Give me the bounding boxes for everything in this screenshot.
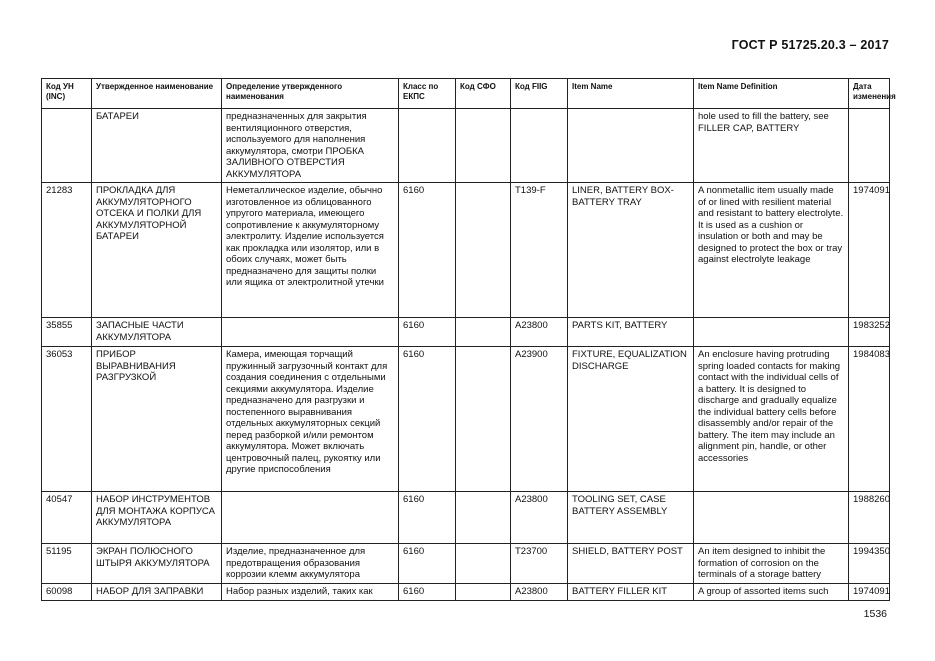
cell-definition-ru: Камера, имеющая торчащий пружинный загрузочный контакт для создания соединения с отдельными секциями аккумулятора. Изделие предназначено для разгрузки и постепенного выравнивания отдельных аккумуляторных секций перед разборкой и/или ремонтом аккумулятора. Может включать центровочный палец, рукоятку или другие приспособления [222, 347, 399, 492]
cell-inc: 36053 [42, 347, 92, 492]
table-row [42, 584, 890, 601]
cell-inc: 40547 [42, 492, 92, 544]
cell-item-definition: hole used to fill the battery, see FILLER CAP, BATTERY [694, 109, 849, 183]
cell-inc: 35855 [42, 318, 92, 347]
cell-item-definition [694, 492, 849, 544]
cell-sfo [456, 544, 511, 584]
cell-inc [42, 109, 92, 183]
cell-sfo [456, 183, 511, 318]
table-row [42, 492, 890, 544]
cell-item-definition: An item designed to inhibit the formation of corrosion on the terminals of a storage battery [694, 544, 849, 584]
cell-sfo [456, 318, 511, 347]
cell-item-name: FIXTURE, EQUALIZATION DISCHARGE [568, 347, 694, 492]
cell-name-ru: ПРОКЛАДКА ДЛЯ АККУМУЛЯТОРНОГО ОТСЕКА И ПОЛКИ ДЛЯ АККУМУЛЯТОРНОЙ БАТАРЕИ [92, 183, 222, 318]
cell-class [399, 109, 456, 183]
table-row [42, 183, 890, 318]
col-header-sfo: Код СФО [456, 79, 511, 109]
cell-class: 6160 [399, 318, 456, 347]
cell-inc: 60098 [42, 584, 92, 601]
cell-item-name: SHIELD, BATTERY POST [568, 544, 694, 584]
col-header-date: Дата изменения [849, 79, 890, 109]
cell-inc: 21283 [42, 183, 92, 318]
cell-name-ru: ПРИБОР ВЫРАВНИВАНИЯ РАЗГРУЗКОЙ [92, 347, 222, 492]
table-row [42, 318, 890, 347]
cell-fiig: A23900 [511, 347, 568, 492]
page-number: 1536 [863, 608, 887, 620]
col-header-inc: Код УН (INC) [42, 79, 92, 109]
cell-sfo [456, 109, 511, 183]
cell-item-name: BATTERY FILLER KIT [568, 584, 694, 601]
cell-definition-ru [222, 318, 399, 347]
cell-item-name: TOOLING SET, CASE BATTERY ASSEMBLY [568, 492, 694, 544]
document-header: ГОСТ Р 51725.20.3 – 2017 [731, 38, 889, 52]
cell-fiig: A23800 [511, 318, 568, 347]
table-row [42, 544, 890, 584]
cell-item-name: LINER, BATTERY BOX-BATTERY TRAY [568, 183, 694, 318]
cell-class: 6160 [399, 584, 456, 601]
cell-fiig: T23700 [511, 544, 568, 584]
cell-fiig: T139-F [511, 183, 568, 318]
cell-date: 1988260 [849, 492, 890, 544]
cell-date: 1974091 [849, 584, 890, 601]
cell-date: 1974091 [849, 183, 890, 318]
cell-class: 6160 [399, 347, 456, 492]
cell-item-definition: A group of assorted items such [694, 584, 849, 601]
cell-item-definition: A nonmetallic item usually made of or lined with resilient material and resistant to battery electrolyte. It is used as a cushion or insulation or both and may be designed to protect the box or tray against electrolyte leakage [694, 183, 849, 318]
cell-date: 1983252 [849, 318, 890, 347]
catalog-table [41, 78, 896, 601]
cell-definition-ru: Набор разных изделий, таких как [222, 584, 399, 601]
cell-definition-ru [222, 492, 399, 544]
cell-sfo [456, 584, 511, 601]
cell-date [849, 109, 890, 183]
cell-name-ru: ЭКРАН ПОЛЮСНОГО ШТЫРЯ АККУМУЛЯТОРА [92, 544, 222, 584]
cell-name-ru: БАТАРЕИ [92, 109, 222, 183]
cell-name-ru: ЗАПАСНЫЕ ЧАСТИ АККУМУЛЯТОРА [92, 318, 222, 347]
cell-definition-ru: предназначенных для закрытия вентиляционного отверстия, используемого для наполнения аккумулятора, смотри ПРОБКА ЗАЛИВНОГО ОТВЕРСТИЯ АККУМУЛЯТОРА [222, 109, 399, 183]
cell-item-definition: An enclosure having protruding spring loaded contacts for making contact with the individual cells of a battery. It is designed to discharge and gradually equalize the individual battery cells before disassembly and/or repair of the battery. The item may include an alignment pin, handle, or other accessories [694, 347, 849, 492]
cell-date: 1984083 [849, 347, 890, 492]
col-header-fiig: Код FIIG [511, 79, 568, 109]
cell-class: 6160 [399, 492, 456, 544]
cell-inc: 51195 [42, 544, 92, 584]
col-header-item-definition: Item Name Definition [694, 79, 849, 109]
cell-fiig: A23800 [511, 584, 568, 601]
cell-date: 1994350 [849, 544, 890, 584]
table-header-row [42, 79, 890, 109]
cell-fiig: A23800 [511, 492, 568, 544]
cell-item-name [568, 109, 694, 183]
cell-class: 6160 [399, 544, 456, 584]
cell-fiig [511, 109, 568, 183]
cell-definition-ru: Неметаллическое изделие, обычно изготовленное из облицованного упругого материала, имеющего сопротивление к аккумуляторному электролиту. Изделие используется как прокладка или изолятор, или в обоих случаях, может быть предназначено для защиты полки или ящика от электролитной утечки [222, 183, 399, 318]
table-row [42, 109, 890, 183]
cell-sfo [456, 347, 511, 492]
table-row [42, 347, 890, 492]
col-header-item-name: Item Name [568, 79, 694, 109]
cell-definition-ru: Изделие, предназначенное для предотвращения образования коррозии клемм аккумулятора [222, 544, 399, 584]
cell-name-ru: НАБОР ИНСТРУМЕНТОВ ДЛЯ МОНТАЖА КОРПУСА АККУМУЛЯТОРА [92, 492, 222, 544]
cell-class: 6160 [399, 183, 456, 318]
cell-item-name: PARTS KIT, BATTERY [568, 318, 694, 347]
cell-item-definition [694, 318, 849, 347]
col-header-definition-ru: Определение утвержденного наименования [222, 79, 399, 109]
col-header-class: Класс по ЕКПС [399, 79, 456, 109]
col-header-name-ru: Утвержденное наименование [92, 79, 222, 109]
cell-name-ru: НАБОР ДЛЯ ЗАПРАВКИ [92, 584, 222, 601]
cell-sfo [456, 492, 511, 544]
